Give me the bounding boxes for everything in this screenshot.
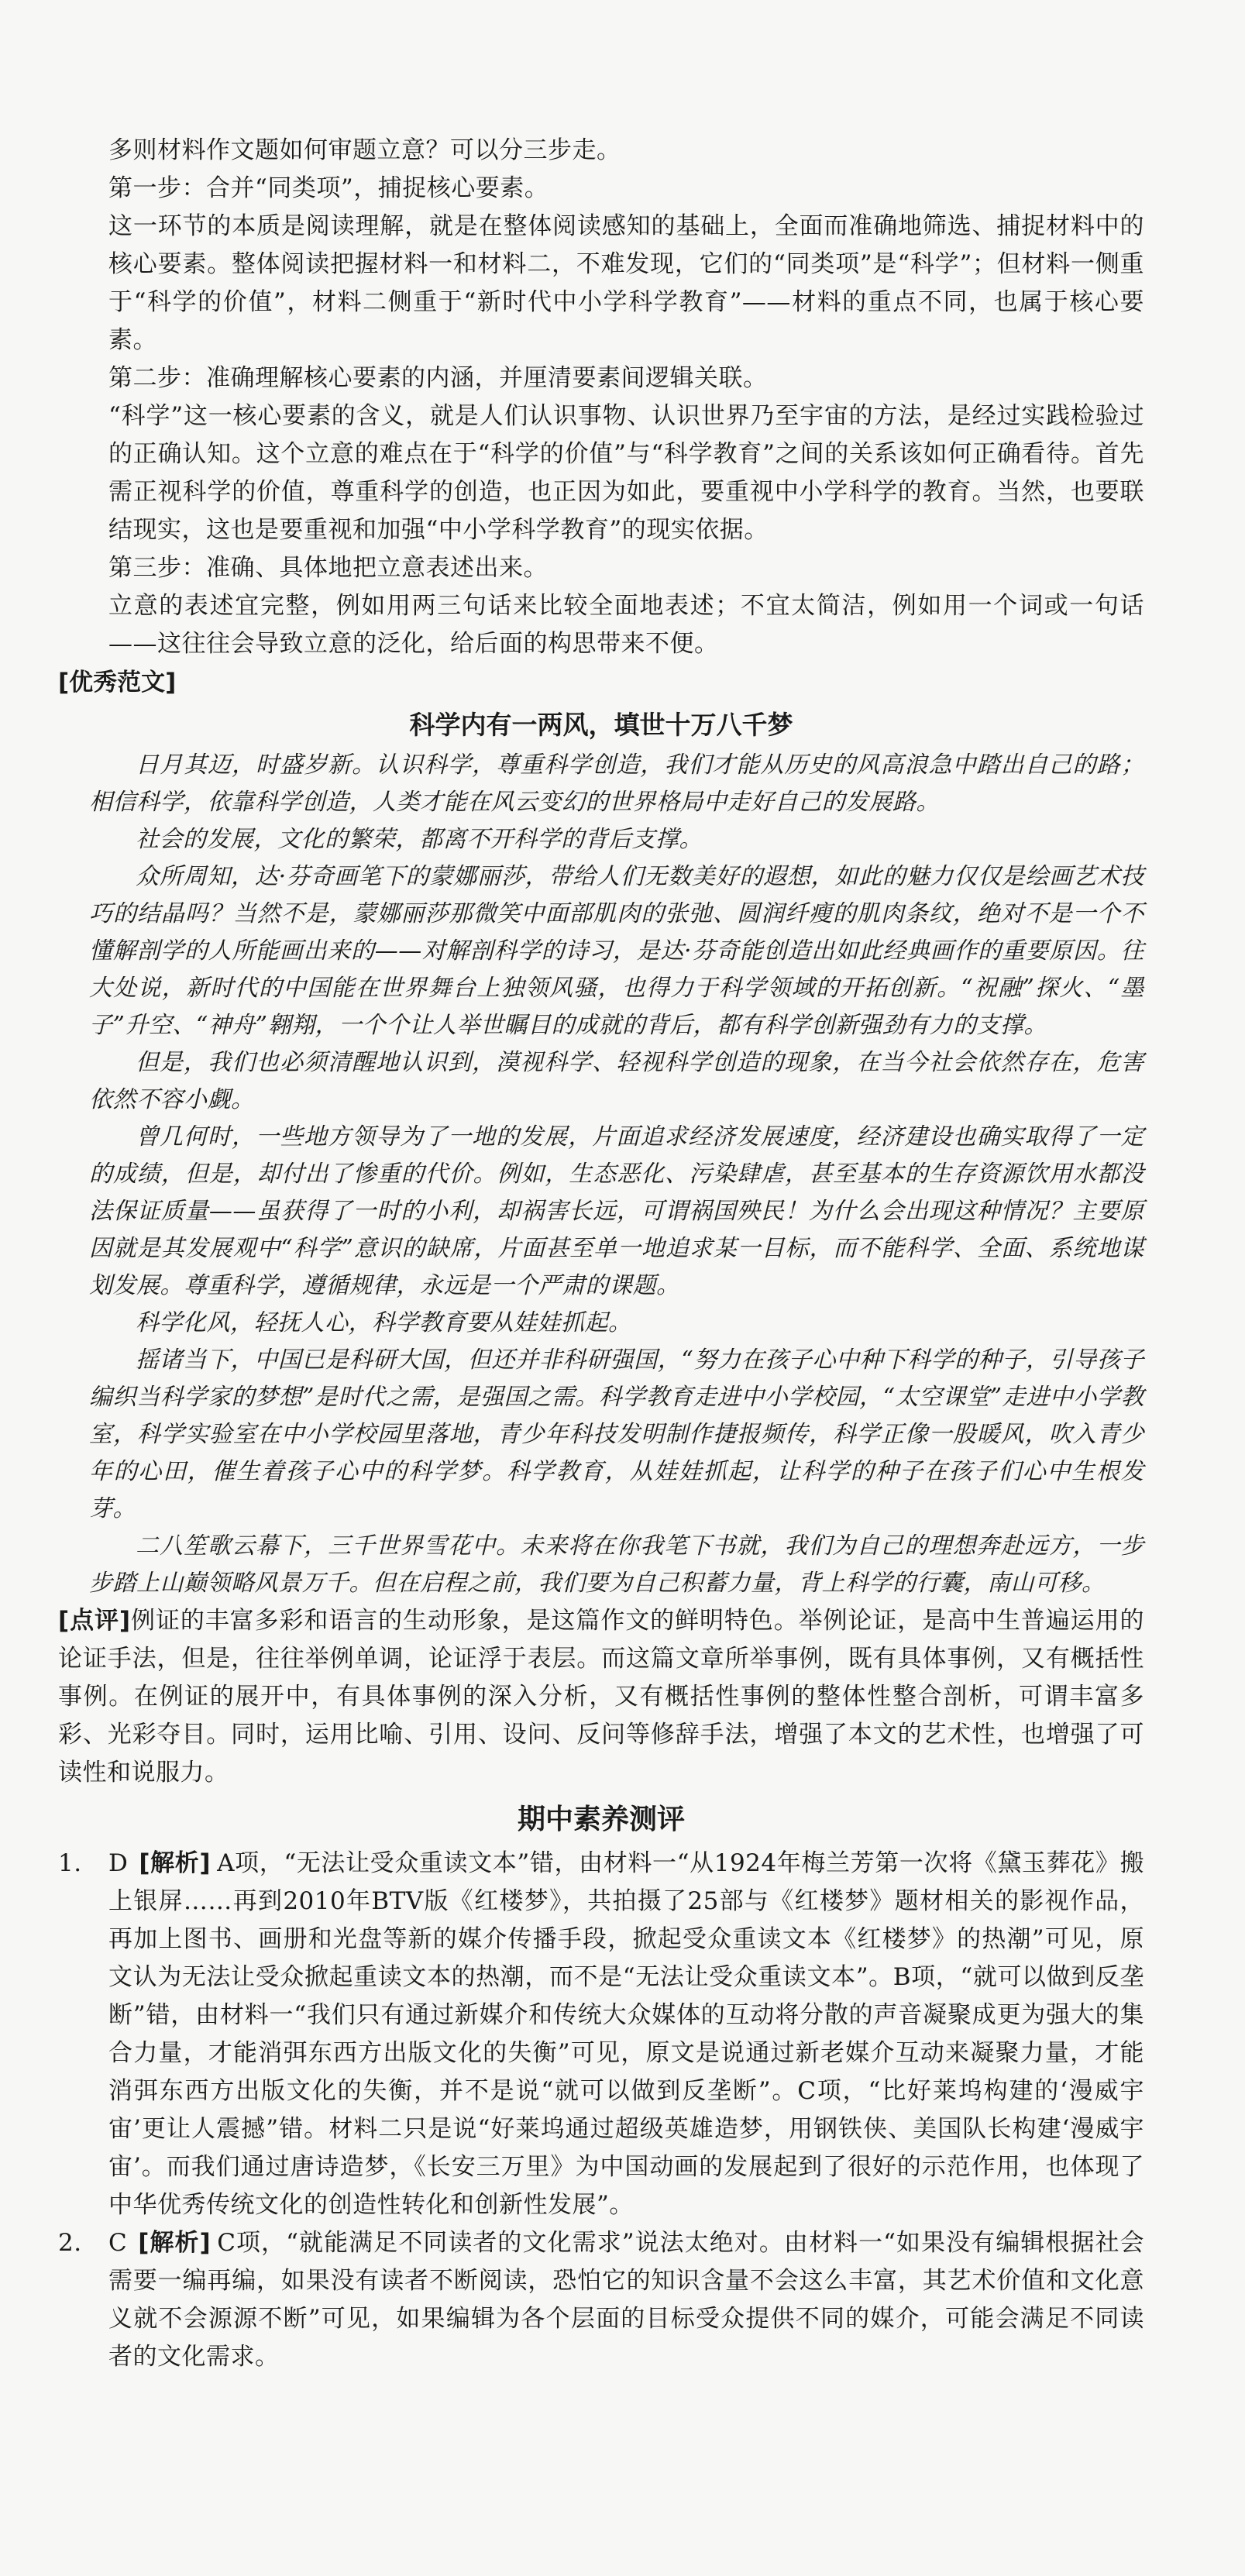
answer-text: C项，“就能满足不同读者的文化需求”说法太绝对。由材料一“如果没有编辑根据社会需要一编再编，如果没有读者不断阅读，恐怕它的知识含量不会这么丰富，其艺术价值和文化意义就不会源源不断”可见，如果编辑为各个层面的目标受众提供不同的媒介，可能会满足不同读者的文化需求。 [108, 2229, 1144, 2371]
answer-text: A项，“无法让受众重读文本”错，由材料一“从1924年梅兰芳第一次将《黛玉葬花》搬上银屏……再到2010年BTV版《红楼梦》，共拍摄了25部与《红楼梦》题材相关的影视作品，再加上图书、画册和光盘等新的媒介传播手段，掀起受众重读文本《红楼梦》的热潮”可见，原文认为无法让受众掀起重读文本的热潮，而不是“无法让受众重读文本”。B项，“就可以做到反垄断”错，由材料一“我们只有通过新媒介和传统大众媒体的互动将分散的声音凝聚成更为强大的集合力量，才能消弭东西方出版文化的失衡”可见，原文是说通过新老媒介互动来凝聚力量，才能消弭东西方出版文化的失衡，并不是说“就可以做到反垄断”。C项，“比好莱坞构建的‘漫威宇宙’更让人震撼”错。材料二只是说“好莱坞通过超级英雄造梦，用钢铁侠、美国队长构建‘漫威宇宙’。而我们通过唐诗造梦，《长安三万里》为中国动画的发展起到了很好的示范作用，也体现了中华优秀传统文化的创造性转化和创新性发展”。 [108, 1849, 1144, 2219]
guide-step-1: 第一步：合并“同类项”，捕捉核心要素。 [108, 174, 549, 202]
essay-paragraph: 摇诸当下，中国已是科研大国，但还并非科研强国，“努力在孩子心中种下科学的种子，引导孩子编织当科学家的梦想”是时代之需，是强国之需。科学教育走进中小学校园，“太空课堂”走进中小学教室，科学实验室在中小学校园里落地，青少年科技发明制作捷报频传，科学正像一股暖风，吹入青少年的心田，催生着孩子心中的科学梦。科学教育，从娃娃抓起，让科学的种子在孩子们心中生根发芽。 [89, 1346, 1144, 1522]
essay-paragraph: 但是，我们也必须清醒地认识到，漠视科学、轻视科学创造的现象，在当今社会依然存在，危害依然不容小觑。 [89, 1049, 1144, 1113]
section-title: 期中素养测评 [517, 1804, 685, 1835]
answer-body [108, 1845, 1144, 2224]
guide-step-2-detail: “科学”这一核心要素的含义，就是人们认识事物、认识世界乃至宇宙的方法，是经过实践检验过的正确认知。这个立意的难点在于“科学的价值”与“科学教育”之间的关系该如何正确看待。首先需正视科学的价值，尊重科学的创造，也正因为如此，要重视中小学科学的教育。当然，也要联结现实，这也是要重视和加强“中小学科学教育”的现实依据。 [108, 402, 1144, 544]
guide-intro: 多则材料作文题如何审题立意？可以分三步走。 [108, 136, 621, 164]
guide-step-2: 第二步：准确理解核心要素的内涵，并厘清要素间逻辑关联。 [108, 364, 768, 392]
analysis-label: [解析] [139, 1849, 212, 1877]
essay-paragraph: 曾几何时，一些地方领导为了一地的发展，片面追求经济发展速度，经济建设也确实取得了一定的成绩，但是，却付出了惨重的代价。例如，生态恶化、污染肆虐，甚至基本的生存资源饮用水都没法保证质量——虽获得了一时的小利，却祸害长远，可谓祸国殃民！为什么会出现这种情况？主要原因就是其发展观中“科学”意识的缺席，片面甚至单一地追求某一目标，而不能科学、全面、系统地谋划发展。尊重科学，遵循规律，永远是一个严肃的课题。 [89, 1123, 1144, 1299]
model-essay-tag: [优秀范文] [58, 669, 177, 696]
guide-step-3: 第三步：准确、具体地把立意表述出来。 [108, 554, 548, 582]
essay-paragraph: 众所周知，达·芬奇画笔下的蒙娜丽莎，带给人们无数美好的遐想，如此的魅力仅仅是绘画艺术技巧的结晶吗？当然不是，蒙娜丽莎那微笑中面部肌肉的张弛、圆润纤瘦的肌肉条纹，绝对不是一个不懂解剖学的人所能画出来的——对解剖科学的诗习，是达·芬奇能创造出如此经典画作的重要原因。往大处说，新时代的中国能在世界舞台上独领风骚，也得力于科学领域的开拓创新。“祝融”探火、“墨子”升空、“神舟”翱翔，一个个让人举世瞩目的成就的背后，都有科学创新强劲有力的支撑。 [89, 863, 1144, 1039]
comment-text: 例证的丰富多彩和语言的生动形象，是这篇作文的鲜明特色。举例论证，是高中生普遍运用的论证手法，但是，往往举例单调，论证浮于表层。而这篇文章所举事例，既有具体事例，又有概括性事例。在例证的展开中，有具体事例的深入分析，又有概括性事例的整体性整合剖析，可谓丰富多彩、光彩夺目。同时，运用比喻、引用、设问、反问等修辞手法，增强了本文的艺术性，也增强了可读性和说服力。 [58, 1607, 1144, 1787]
essay-paragraph: 社会的发展，文化的繁荣，都离不开科学的背后支撑。 [136, 826, 703, 853]
essay-comment [58, 1602, 1144, 1792]
comment-label: [点评] [58, 1607, 131, 1635]
writing-guide [58, 132, 1144, 663]
answer-item [58, 2224, 1144, 2376]
answer-key: C [108, 2229, 128, 2257]
guide-step-1-detail: 这一环节的本质是阅读理解，就是在整体阅读感知的基础上，全面而准确地筛选、捕捉材料中的核心要素。整体阅读把握材料一和材料二，不难发现，它们的“同类项”是“科学”；但材料一侧重于“科学的价值”，材料二侧重于“新时代中小学科学教育”——材料的重点不同，也属于核心要素。 [108, 212, 1144, 354]
answer-item [58, 1845, 1144, 2224]
essay-paragraph: 二八笙歌云幕下，三千世界雪花中。未来将在你我笔下书就，我们为自己的理想奔赴远方，一步步踏上山巅领略风景万千。但在启程之前，我们要为自己积蓄力量，背上科学的行囊，南山可移。 [89, 1532, 1144, 1597]
analysis-label: [解析] [138, 2229, 212, 2257]
answer-body [108, 2224, 1144, 2376]
guide-step-3-detail: 立意的表述宜完整，例如用两三句话来比较全面地表述；不宜太简洁，例如用一个词或一句话——这往往会导致立意的泛化，给后面的构思带来不便。 [108, 592, 1144, 658]
model-essay [58, 747, 1144, 1602]
answer-key: D [108, 1849, 129, 1877]
answer-number: 1. [58, 1849, 82, 1877]
essay-paragraph: 科学化风，轻抚人心，科学教育要从娃娃抓起。 [136, 1309, 632, 1336]
answer-number: 2. [58, 2229, 82, 2257]
essay-paragraph: 日月其迈，时盛岁新。认识科学，尊重科学创造，我们才能从历史的风高浪急中踏出自己的路；相信科学，依靠科学创造，人类才能在风云变幻的世界格局中走好自己的发展路。 [89, 751, 1144, 816]
essay-title: 科学内有一两风，填世十万八千梦 [409, 710, 793, 740]
